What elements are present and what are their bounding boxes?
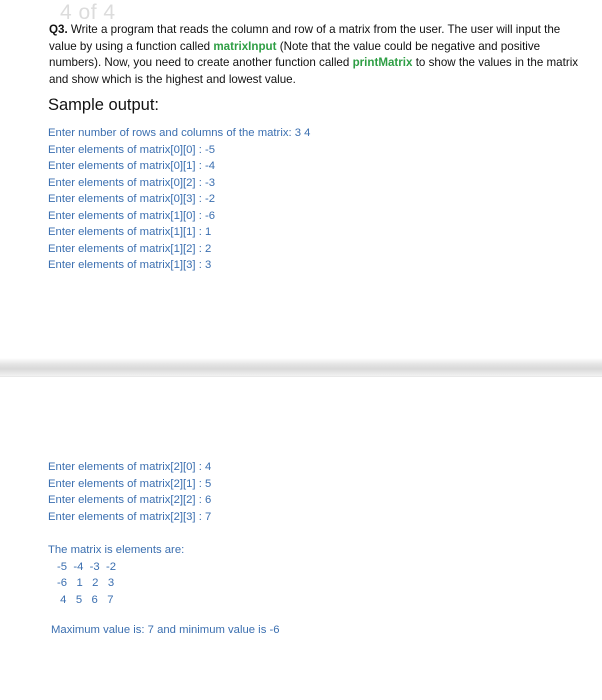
function-name-printmatrix: printMatrix	[352, 56, 413, 70]
page-indicator: 4 of 4	[60, 1, 116, 24]
output-line: Enter elements of matrix[2][0] : 4	[48, 461, 212, 473]
page-break-band	[0, 358, 602, 376]
sample-output-heading: Sample output:	[48, 96, 159, 114]
output-line: Enter elements of matrix[0][0] : -5	[48, 143, 216, 156]
output-line: Enter elements of matrix[0][2] : -3	[48, 176, 216, 189]
function-name-matrixinput: matrixInput	[213, 39, 277, 53]
output-line: Enter elements of matrix[1][0] : -6	[48, 209, 216, 222]
question-text	[49, 22, 584, 88]
output-line: Enter elements of matrix[0][1] : -4	[48, 160, 216, 172]
output-line: Enter elements of matrix[2][2] : 6	[48, 494, 212, 506]
matrix-row: 4 5 6 7	[57, 593, 114, 606]
sample-output-block-1	[48, 125, 310, 274]
output-line: Enter elements of matrix[0][3] : -2	[48, 193, 216, 205]
question-text-part2: (Note that the value could be negative and positive numbers). Now, you need to create another function called	[49, 39, 541, 70]
matrix-heading: The matrix is elements are:	[48, 544, 185, 556]
output-line: Enter elements of matrix[1][2] : 2	[48, 242, 212, 255]
output-line: Enter elements of matrix[2][1] : 5	[48, 477, 212, 490]
sample-output-block-2	[48, 459, 211, 525]
page-break-line	[0, 376, 602, 377]
output-line: Enter elements of matrix[2][3] : 7	[48, 510, 212, 523]
matrix-row: -6 1 2 3	[57, 577, 115, 589]
question-text-part1: Write a program that reads the column and row of a matrix from the user. The user will input the value by using a function called	[49, 23, 561, 53]
output-line: Enter elements of matrix[1][1] : 1	[48, 226, 212, 238]
output-line: Enter elements of matrix[1][3] : 3	[48, 259, 212, 271]
output-line: Enter number of rows and columns of the matrix: 3 4	[48, 127, 311, 139]
question-number: Q3.	[49, 23, 68, 36]
matrix-row: -5 -4 -3 -2	[57, 560, 117, 573]
result-line: Maximum value is: 7 and minimum value is -6	[51, 624, 280, 636]
question-text-part3: to show the values in the matrix and show which is the highest and lowest value.	[49, 56, 579, 86]
matrix-output-block	[48, 542, 184, 608]
